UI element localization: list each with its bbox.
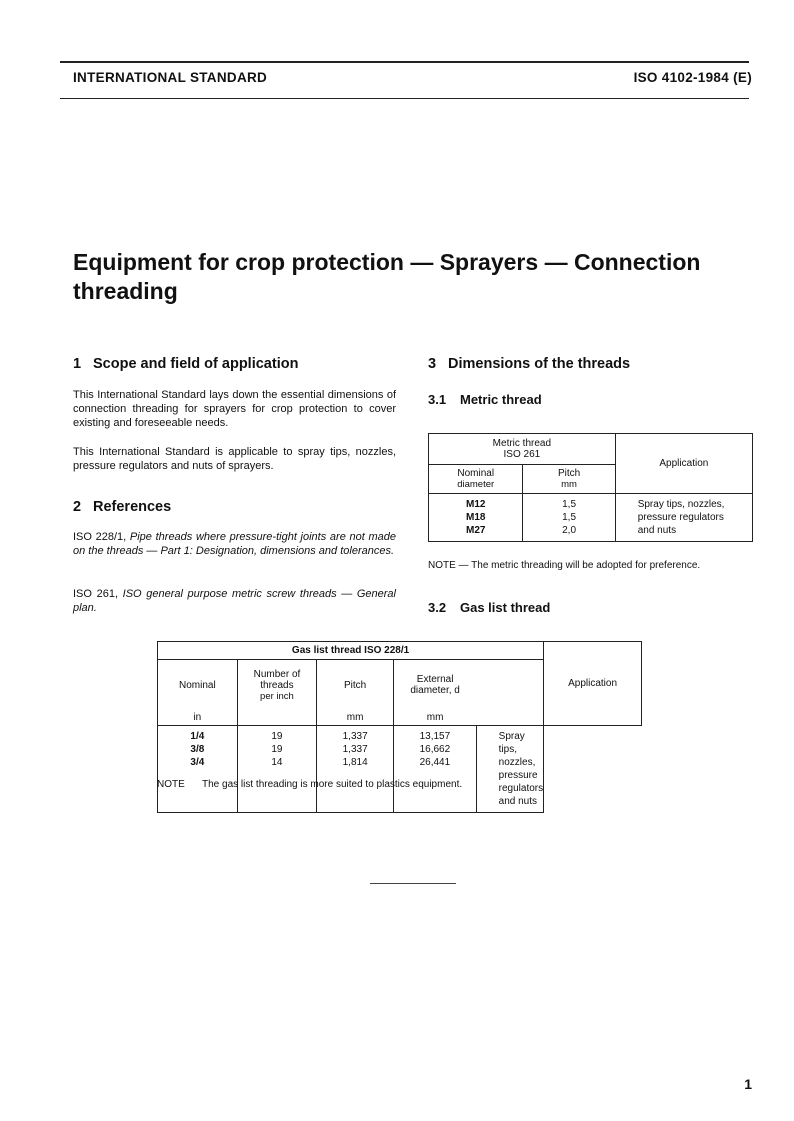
header-document-number: ISO 4102-1984 (E)	[633, 70, 752, 85]
section1-paragraph1: This International Standard lays down the essential dimensions of connection threading for sprayers for crop protection to cover existing and foreseeable needs.	[73, 389, 396, 429]
gas-header-pitch: Pitch	[317, 660, 394, 711]
gas-application-line2: pressure regulators	[498, 770, 544, 794]
gas-header-threads-l2: threads	[260, 679, 294, 691]
gas-header-nominal: Nominal	[158, 660, 238, 711]
page-title-line2: threading	[73, 278, 178, 304]
subsection31-number: 3.1	[428, 392, 447, 407]
subsection31-title: Metric thread	[460, 392, 542, 407]
metric-header-pitch	[523, 465, 615, 494]
reference-iso-261-title: ISO general purpose metric screw threads — General plan.	[73, 588, 396, 614]
subsection32-heading	[428, 600, 550, 615]
gas-pitch-column	[317, 726, 394, 813]
metric-row2-pitch: 1,5	[562, 512, 577, 523]
gas-header-threads-l3: per inch	[260, 690, 294, 702]
gas-application-column	[476, 726, 543, 813]
gas-row3-nominal: 3/4	[190, 757, 205, 768]
metric-header-nominal-sub: diameter	[457, 479, 495, 490]
metric-row2-nominal: M18	[465, 512, 486, 523]
section2-title: References	[93, 499, 172, 515]
metric-header-application: Application	[615, 434, 752, 494]
gas-table-note-label: NOTE	[157, 779, 185, 790]
gas-row1-threads: 19	[271, 731, 283, 742]
reference-iso-261-code: ISO 261,	[73, 588, 123, 600]
header-bottom-rule	[60, 98, 749, 99]
gas-row3-pitch: 1,814	[342, 757, 368, 768]
gas-nominal-column	[158, 726, 238, 813]
section1-number: 1	[73, 356, 82, 372]
gas-table-note	[157, 779, 462, 790]
subsection31-heading	[428, 392, 542, 407]
metric-header-nominal	[429, 465, 523, 494]
section3-number: 3	[428, 356, 437, 372]
metric-header-pitch-unit: mm	[561, 479, 577, 490]
gas-application-line3: and nuts	[498, 796, 538, 807]
page-title	[73, 248, 773, 306]
section3-title: Dimensions of the threads	[448, 356, 631, 372]
reference-iso-261	[73, 587, 396, 615]
gas-row2-threads: 19	[271, 744, 283, 755]
gas-application-line1: Spray tips, nozzles,	[498, 731, 536, 768]
gas-header-ext-l1: External	[416, 674, 454, 685]
section2-number: 2	[73, 499, 82, 515]
subsection32-title: Gas list thread	[460, 600, 551, 615]
metric-application-line3: and nuts	[637, 525, 677, 536]
page-title-line1: Equipment for crop protection — Sprayers — Connection	[73, 249, 701, 275]
gas-unit-pitch: mm	[317, 710, 394, 726]
header-top-rule	[60, 61, 749, 63]
gas-ext-column	[394, 726, 477, 813]
metric-row1-pitch: 1,5	[562, 499, 577, 510]
gas-unit-threads-empty	[237, 710, 316, 726]
gas-row1-ext: 13,157	[419, 731, 451, 742]
gas-header-threads-l1: Number of	[253, 668, 301, 680]
reference-iso-228-title: Pipe threads where pressure-tight joints are not made on the threads — Part 1: Designation, dimensions and tolerances.	[73, 531, 396, 557]
metric-application-column	[615, 494, 752, 542]
page-number: 1	[744, 1076, 752, 1092]
metric-nominal-column	[429, 494, 523, 542]
gas-row2-pitch: 1,337	[342, 744, 368, 755]
section1-title: Scope and field of application	[93, 356, 299, 372]
subsection32-number: 3.2	[428, 600, 447, 615]
metric-pitch-column	[523, 494, 615, 542]
gas-group-header: Gas list thread ISO 228/1	[158, 642, 544, 660]
metric-row3-pitch: 2,0	[562, 525, 577, 536]
metric-table-note: NOTE — The metric threading will be adopted for preference.	[428, 560, 701, 571]
reference-iso-228-code: ISO 228/1,	[73, 531, 130, 543]
reference-iso-228	[73, 530, 396, 558]
end-of-text-rule	[370, 883, 456, 884]
gas-row2-ext: 16,662	[419, 744, 451, 755]
metric-header-pitch-label: Pitch	[557, 468, 581, 479]
gas-row3-ext: 26,441	[419, 757, 451, 768]
metric-table-header-row1	[429, 434, 753, 465]
section2-heading	[73, 499, 171, 515]
gas-table-note-text: The gas list threading is more suited to plastics equipment.	[202, 779, 463, 790]
metric-header-nominal-label: Nominal	[457, 468, 495, 479]
metric-application-line1: Spray tips, nozzles,	[637, 499, 725, 510]
gas-row1-pitch: 1,337	[342, 731, 368, 742]
metric-thread-table	[428, 433, 753, 542]
metric-row3-nominal: M27	[465, 525, 486, 536]
metric-group-header-line1: Metric thread	[492, 438, 552, 449]
metric-row1-nominal: M12	[465, 499, 486, 510]
gas-unit-ext: mm	[394, 710, 477, 726]
gas-table-body	[158, 726, 642, 813]
gas-row1-nominal: 1/4	[190, 731, 205, 742]
metric-table-body	[429, 494, 753, 542]
gas-header-ext	[394, 660, 477, 711]
section3-heading	[428, 356, 630, 372]
metric-application-line2: pressure regulators	[637, 512, 724, 523]
section1-heading	[73, 356, 298, 372]
metric-group-header-line2: ISO 261	[503, 449, 541, 460]
metric-group-header	[429, 434, 616, 465]
gas-header-threads	[237, 660, 316, 711]
gas-threads-column	[237, 726, 316, 813]
gas-row3-threads: 14	[271, 757, 283, 768]
gas-row2-nominal: 3/8	[190, 744, 205, 755]
gas-table-header-row1	[158, 642, 642, 660]
gas-header-application: Application	[544, 642, 642, 726]
header-standard-label: INTERNATIONAL STANDARD	[73, 70, 268, 85]
gas-header-ext-l2: diameter, d	[410, 685, 460, 696]
gas-unit-nominal: in	[158, 710, 238, 726]
section1-paragraph2: This International Standard is applicable to spray tips, nozzles, pressure regulators and nuts of sprayers.	[73, 446, 396, 472]
